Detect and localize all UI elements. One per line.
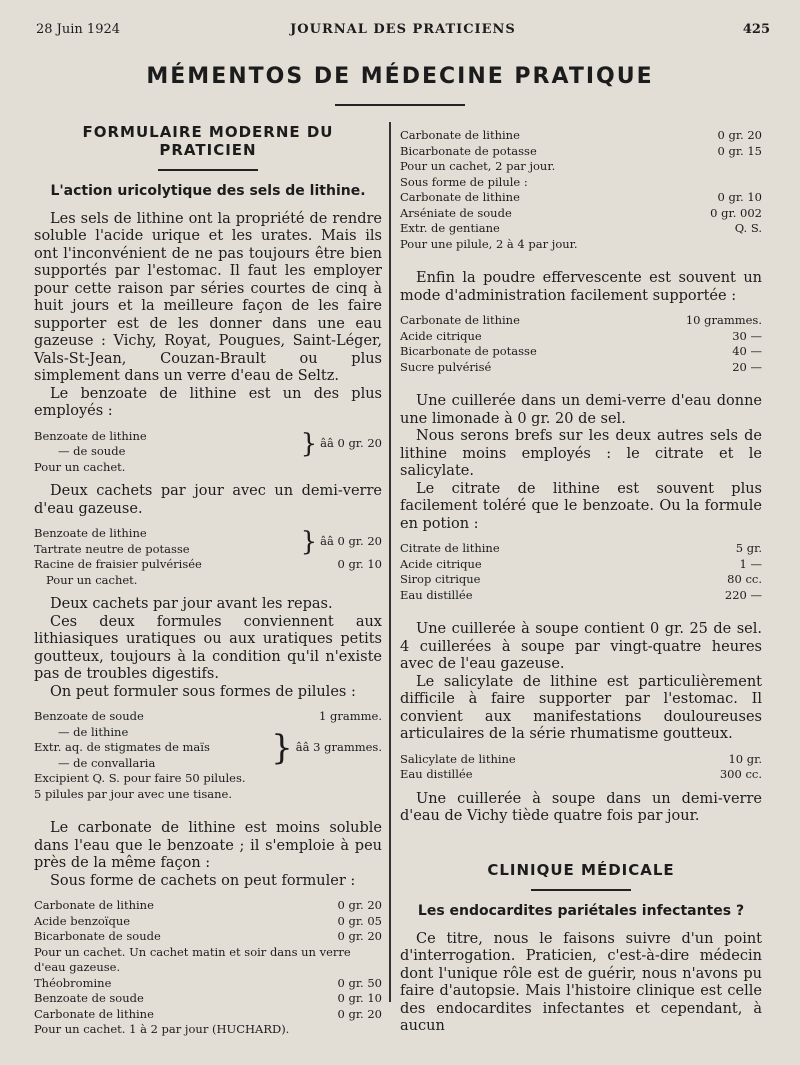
paragraph: Le carbonate de lithine est moins soluble dans l'eau que le benzoate ; il s'emploie à peu près de la même façon :	[34, 820, 382, 871]
formula-quantity: 0 gr. 10	[337, 991, 382, 1005]
formula-quantity: 220 —	[724, 587, 762, 602]
paragraph: Le salicylate de lithine est particulièrement difficile à faire supporter par l'estomac. Il convient aux manifestations douloureuses articulaires de la série rhumatisme goutteux.	[400, 673, 762, 742]
formula-note: Pour un cachet.	[46, 572, 138, 587]
formula-4	[34, 898, 382, 1038]
formula-note: 5 pilules par jour avec une tisane.	[34, 786, 233, 801]
formula-6	[400, 313, 762, 375]
formula-quantity: 0 gr. 20	[337, 929, 382, 943]
title-rule	[335, 104, 465, 106]
brace: }	[300, 526, 318, 557]
right-column	[400, 128, 762, 1036]
formula-note: Pour une pilule, 2 à 4 par jour.	[400, 236, 578, 251]
formula-quantity: 0 gr. 50	[337, 975, 382, 990]
formula-item: Acide citrique	[400, 328, 482, 343]
article-subtitle: Les endocardites pariétales infectantes ?	[417, 903, 745, 919]
section-heading: FORMULAIRE MODERNE DU PRATICIEN	[82, 123, 334, 159]
column-divider	[389, 122, 391, 1002]
left-column	[34, 124, 382, 1046]
formula-item: Théobromine	[34, 975, 112, 990]
formula-item: Carbonate de lithine	[34, 1006, 154, 1021]
formula-1	[34, 429, 382, 476]
section-rule	[158, 169, 258, 171]
formula-item: Citrate de lithine	[400, 541, 500, 555]
formula-quantity: 0 gr. 20	[717, 128, 762, 142]
brace: }	[300, 429, 318, 459]
formula-item: — de soude	[58, 444, 126, 458]
paragraph: Sous forme de cachets on peut formuler :	[50, 872, 356, 889]
formula-quantity: 5 gr.	[735, 541, 762, 555]
formula-quantity: 0 gr. 002	[710, 205, 762, 220]
formula-item: Eau distillée	[400, 587, 473, 602]
formula-quantity: 0 gr. 05	[337, 913, 382, 928]
formula-quantity: 80 cc.	[727, 572, 762, 586]
running-header	[36, 22, 770, 42]
formula-note: Pour un cachet, 2 par jour.	[400, 159, 556, 173]
paragraph: Nous serons brefs sur les deux autres sels de lithine moins employés : le citrate et le salicylate.	[400, 428, 762, 479]
paragraph: Une cuillerée à soupe contient 0 gr. 25 de sel. 4 cuillerées à soupe par vingt-quatre heures avec de l'eau gazeuse.	[400, 621, 762, 672]
formula-note: Pour un cachet. Un cachet matin et soir dans un verre d'eau gazeuse.	[34, 944, 351, 974]
paragraph: Enfin la poudre effervescente est souvent un mode d'administration facilement supportée :	[400, 270, 762, 304]
formula-item: Eau distillée	[400, 767, 473, 781]
formula-item: Racine de fraisier pulvérisée	[34, 557, 202, 571]
formula-item: Benzoate de lithine	[34, 428, 147, 443]
formula-item: Carbonate de lithine	[400, 128, 520, 142]
formula-item: Carbonate de lithine	[400, 190, 520, 204]
formula-2	[34, 526, 382, 588]
brace: }	[271, 727, 293, 768]
formula-note: Pour un cachet. 1 à 2 par jour (HUCHARD).	[34, 1022, 290, 1036]
paragraph: Ces deux formules conviennent aux lithiasiques uratiques ou aux uratiques petits goutteux, toujours à la condition qu'il n'existe pas de troubles digestifs.	[34, 613, 382, 682]
formula-item: Benzoate de soude	[34, 709, 144, 723]
formula-quantity: 30 —	[732, 328, 762, 343]
formula-item: Salicylate de lithine	[400, 751, 516, 766]
journal-name: JOURNAL DES PRATICIENS	[290, 22, 516, 37]
formula-item: Arséniate de soude	[400, 205, 512, 220]
formula-item: Acide citrique	[400, 556, 482, 571]
formula-item: Bicarbonate de potasse	[400, 143, 537, 158]
formula-quantity: 1 gramme.	[319, 709, 382, 723]
page-number: 425	[742, 22, 770, 37]
formula-note: Excipient Q. S. pour faire 50 pilules.	[34, 771, 246, 785]
paragraph: Deux cachets par jour avec un demi-verre d'eau gazeuse.	[34, 483, 382, 517]
formula-item: Tartrate neutre de potasse	[34, 541, 190, 556]
formula-note: Pour un cachet.	[34, 459, 126, 474]
formula-quantity: Q. S.	[734, 221, 762, 235]
formula-quantity: 1 —	[739, 556, 762, 571]
formula-quantity: ââ 0 gr. 20	[320, 533, 382, 548]
formula-item: Sucre pulvérisé	[400, 359, 492, 374]
formula-note: Sous forme de pilule :	[400, 174, 528, 189]
formula-quantity: ââ 0 gr. 20	[320, 436, 382, 451]
paragraph: On peut formuler sous formes de pilules :	[50, 683, 356, 700]
formula-item: Bicarbonate de potasse	[400, 344, 537, 358]
formula-quantity: 10 grammes.	[685, 313, 762, 327]
formula-item: Benzoate de soude	[34, 991, 144, 1005]
formula-7	[400, 541, 762, 603]
formula-quantity: 0 gr. 10	[337, 557, 382, 571]
formula-item: Sirop citrique	[400, 572, 481, 586]
paragraph: Ce titre, nous le faisons suivre d'un point d'interrogation. Praticien, c'est-à-dire médecin dont l'unique rôle est de guérir, nous n'avons pu faire d'autopsie. Mais l'histoire clinique est celle des endocardites infectantes et cependant, à aucun	[400, 930, 762, 1034]
formula-quantity: 10 gr.	[728, 751, 762, 766]
formula-item: Carbonate de lithine	[400, 313, 520, 327]
issue-date: 28 Juin 1924	[36, 22, 121, 37]
formula-item: Benzoate de lithine	[34, 526, 147, 540]
article-subtitle: L'action uricolytique des sels de lithine.	[50, 183, 366, 199]
formula-item: Carbonate de lithine	[34, 898, 154, 912]
formula-3	[34, 709, 382, 802]
formula-item: Bicarbonate de soude	[34, 929, 161, 943]
section-heading: CLINIQUE MÉDICALE	[487, 860, 675, 879]
formula-quantity: 0 gr. 15	[717, 143, 762, 158]
paragraph: Une cuillerée à soupe dans un demi-verre d'eau de Vichy tiède quatre fois par jour.	[400, 790, 762, 824]
formula-quantity: 0 gr. 10	[717, 190, 762, 204]
formula-quantity: ââ 3 grammes.	[295, 740, 382, 754]
formula-quantity: 20 —	[732, 359, 762, 374]
formula-item: Extr. aq. de stigmates de maïs	[34, 740, 210, 754]
paragraph: Le citrate de lithine est souvent plus facilement toléré que le benzoate. Ou la formule en potion :	[400, 480, 762, 532]
paragraph: Les sels de lithine ont la propriété de rendre soluble l'acide urique et les urates. Mais ils ont l'inconvénient de ne pas toujours être bien supportés par l'estomac. Il faut les employer pour cette raison par séries courtes de cinq à huit jours et la meilleure façon de les faire supporter est de les donner dans une eau gazeuse : Vichy, Royat, Pougues, Saint-Léger, Vals-St-Jean, Couzan-Brault ou plus simplement dans un verre d'eau de Seltz.	[34, 210, 382, 384]
formula-8	[400, 752, 762, 783]
main-title: MÉMENTOS DE MÉDECINE PRATIQUE	[146, 64, 654, 89]
formula-item: — de convallaria	[58, 755, 156, 770]
formula-item: Acide benzoïque	[34, 913, 131, 928]
formula-quantity: 300 cc.	[719, 767, 762, 781]
formula-5	[400, 128, 762, 252]
formula-quantity: 0 gr. 20	[337, 898, 382, 912]
paragraph: Deux cachets par jour avant les repas.	[50, 596, 333, 612]
paragraph: Le benzoate de lithine est un des plus employés :	[34, 385, 382, 419]
section-rule	[531, 889, 631, 891]
formula-item: — de lithine	[58, 724, 129, 739]
formula-quantity: 0 gr. 20	[337, 1006, 382, 1021]
paragraph: Une cuillerée dans un demi-verre d'eau donne une limonade à 0 gr. 20 de sel.	[400, 393, 762, 427]
formula-quantity: 40 —	[732, 344, 762, 358]
formula-item: Extr. de gentiane	[400, 221, 500, 235]
